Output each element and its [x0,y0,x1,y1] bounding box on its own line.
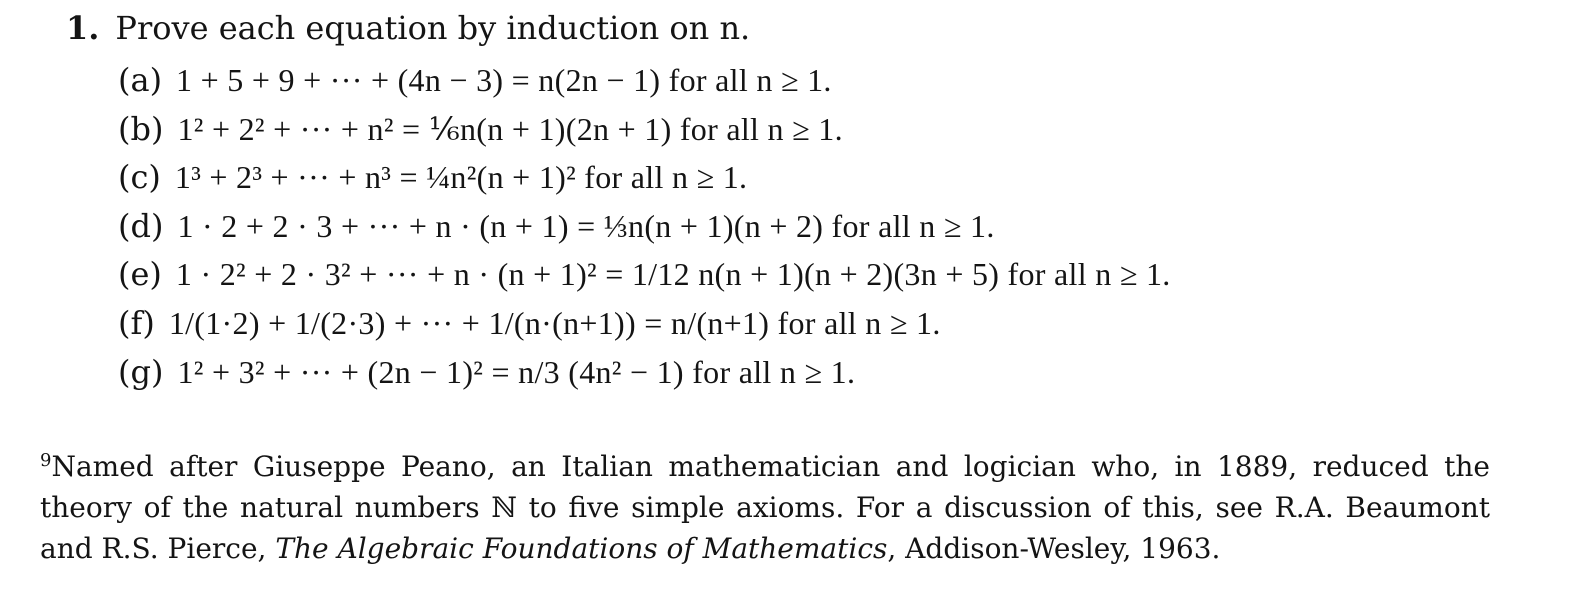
item-label: (f) [118,303,155,342]
footnote-text: Named after Giuseppe Peano, an Italian mathematician and logician who, in 1889, reduced the theory of the natural numbers ℕ to five simple axioms. For a discussion of this, see R.A. Beaumont and R.S. Pierce, [40,450,1490,565]
item-label: (d) [118,206,164,245]
equation-text: 1³ + 2³ + ··· + n³ = ¼n²(n + 1)² for all n ≥ 1. [174,159,748,196]
footnote-book-title: The Algebraic Foundations of Mathematics [275,532,888,565]
equation-item-e [118,250,1171,299]
equation-text: 1 · 2 + 2 · 3 + ··· + n · (n + 1) = ⅓n(n + 1)(n + 2) for all n ≥ 1. [177,207,995,244]
equation-item-f [118,299,1171,348]
item-label: (g) [118,352,164,391]
footnote-publisher: , Addison-Wesley, 1963. [887,532,1221,565]
equation-item-g [118,348,1171,397]
equation-text: 1 · 2² + 2 · 3² + ··· + n · (n + 1)² = 1/12 n(n + 1)(n + 2)(3n + 5) for all n ≥ 1. [175,256,1171,293]
equation-item-d [118,202,1171,251]
item-label: (a) [118,61,163,99]
equation-item-c [118,153,1171,202]
equation-text: 1² + 3² + ··· + (2n − 1)² = n/3 (4n² − 1) for all n ≥ 1. [177,353,856,390]
footnote [40,446,1490,569]
item-label: (b) [118,109,164,148]
equation-item-b [118,105,1171,154]
equation-text: 1/(1·2) + 1/(2·3) + ··· + 1/(n·(n+1)) = n/(n+1) for all n ≥ 1. [168,304,941,341]
problem-number: 1. [66,9,100,47]
equation-item-a [118,56,1171,105]
item-label: (c) [118,158,161,197]
item-label: (e) [118,255,162,294]
equation-text: 1² + 2² + ··· + n² = ⅙n(n + 1)(2n + 1) for all n ≥ 1. [177,110,843,147]
equation-text: 1 + 5 + 9 + ··· + (4n − 3) = n(2n − 1) for all n ≥ 1. [176,62,832,98]
problem-heading [66,6,750,50]
footnote-marker: 9 [40,450,52,471]
problem-prompt: Prove each equation by induction on n. [115,9,751,47]
equation-list [118,56,1171,396]
